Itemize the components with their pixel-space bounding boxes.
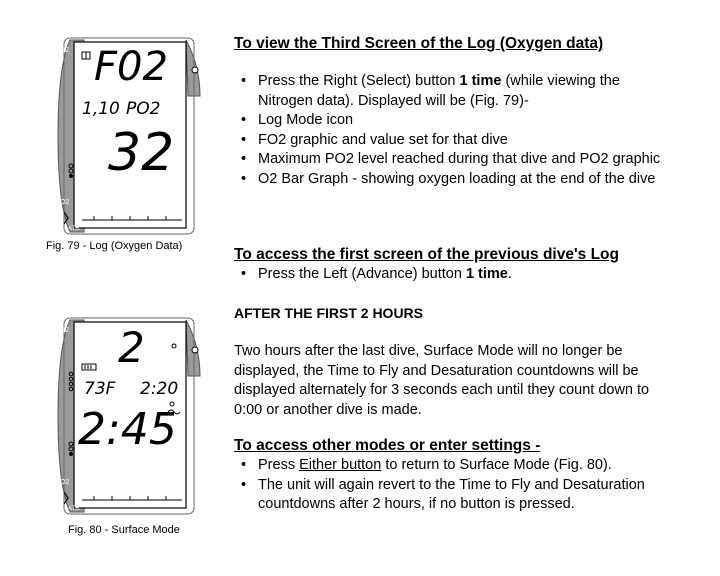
po2-label: PO2 bbox=[126, 99, 161, 119]
o2-side-label: O2 bbox=[60, 479, 70, 486]
temperature: 73F bbox=[84, 379, 116, 399]
list-item: • Press the Right (Select) button 1 time (while viewing the Nitrogen data). Displayed will be (Fig. 79)- bbox=[258, 72, 674, 111]
figure-79-caption: Fig. 79 - Log (Oxygen Data) bbox=[46, 240, 183, 252]
atr-side-label: ATR bbox=[68, 226, 80, 232]
section-after-two-hours bbox=[234, 304, 674, 420]
list-item: • Log Mode icon bbox=[258, 111, 674, 131]
fo2-label: F02 bbox=[94, 44, 168, 90]
time-to-fly: 2:20 bbox=[140, 379, 179, 399]
section-heading: AFTER THE FIRST 2 HOURS bbox=[234, 305, 424, 321]
o2-side-label: O2 bbox=[60, 199, 70, 206]
po2-value: 1,10 bbox=[82, 99, 120, 119]
dive-number: 2 bbox=[118, 323, 145, 372]
bullet-list bbox=[234, 72, 674, 189]
figure-80-device bbox=[54, 316, 204, 516]
o2-bar-segment bbox=[69, 452, 73, 456]
bullet-list bbox=[234, 265, 674, 285]
section-log-oxygen bbox=[234, 34, 674, 189]
n2-side-label: N2 bbox=[60, 327, 69, 334]
atr-side-label: ATR bbox=[68, 506, 80, 512]
either-button-link: Either button bbox=[299, 457, 382, 473]
section-heading: To access other modes or enter settings - bbox=[234, 437, 541, 454]
figure-79-device bbox=[54, 36, 204, 236]
fo2-value: 32 bbox=[108, 123, 175, 183]
o2-bar-segment bbox=[69, 174, 73, 178]
list-item: • Maximum PO2 level reached during that dive and PO2 graphic bbox=[258, 150, 674, 170]
section-heading: To view the Third Screen of the Log (Oxygen data) bbox=[234, 35, 604, 52]
list-item: • Press Either button to return to Surface Mode (Fig. 80). bbox=[258, 456, 674, 476]
n2-side-label: N2 bbox=[60, 47, 69, 54]
list-item: • The unit will again revert to the Time to Fly and Desaturation countdowns after 2 hours, if no button is pressed. bbox=[258, 476, 674, 515]
list-item: • FO2 graphic and value set for that dive bbox=[258, 131, 674, 151]
paragraph: Two hours after the last dive, Surface Mode will no longer be displayed, the Time to Fly and Desaturation countdowns will be displayed alternately for 3 seconds each until they count down to 0:00 or another dive is made. bbox=[234, 343, 650, 418]
bullet-list bbox=[234, 456, 674, 515]
figure-80-caption: Fig. 80 - Surface Mode bbox=[68, 524, 180, 536]
section-other-modes bbox=[234, 436, 674, 515]
section-heading: To access the first screen of the previous dive's Log bbox=[234, 246, 619, 263]
surface-interval: 2:45 bbox=[78, 404, 177, 455]
list-item: • Press the Left (Advance) button 1 time. bbox=[258, 265, 674, 285]
list-item: • O2 Bar Graph - showing oxygen loading at the end of the dive bbox=[258, 170, 674, 190]
section-previous-log bbox=[234, 245, 674, 285]
